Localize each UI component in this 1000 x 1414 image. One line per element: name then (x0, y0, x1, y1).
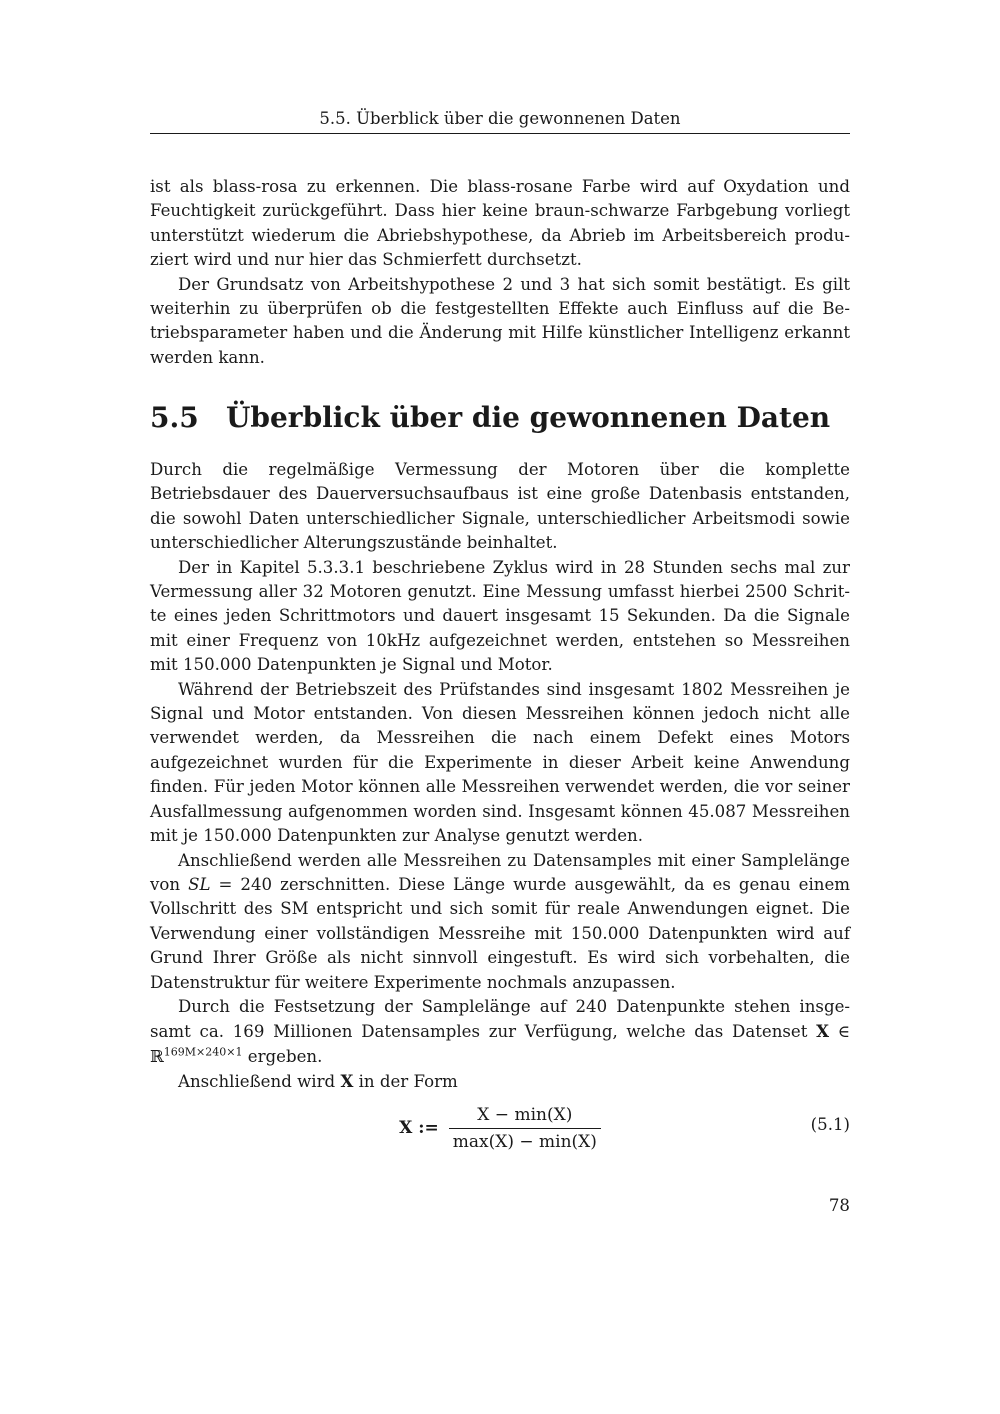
section-text-block (150, 458, 850, 1095)
text-run: Anschließend werden alle Messreihen zu Datensamples mit einer Samplelänge von (150, 850, 850, 894)
equation (150, 1098, 850, 1158)
section-heading (150, 396, 850, 440)
text-run: Durch die Festsetzung der Samplelänge auf 240 Datenpunkte stehen insgesamt ca. 169 Millionen Datensamples zur Verfügung, welche das Datenset (150, 996, 850, 1042)
paragraph: ist als blass-rosa zu erkennen. Die blass-rosane Farbe wird auf Oxydation und Feuchtigkeit zurückgeführt. Dass hier keine braun-schwarze Farbgebung vorliegt unterstützt wiederum die Abriebshypothese, da Abrieb im Arbeitsbereich produziert wird und nur hier das Schmierfett durchsetzt. (150, 177, 850, 270)
paragraph (150, 995, 850, 1069)
paragraph: Während der Betriebszeit des Prüfstandes sind insgesamt 1802 Messreihen je Signal und Motor entstanden. Von diesen Messreihen können jedoch nicht alle verwendet werden, da Messreihen die nach einem Defekt eines Motors aufgezeichnet wurden für die Experimente in dieser Arbeit keine Anwendung finden. Für jeden Motor können alle Messreihen verwendet werden, die vor seiner Ausfallmessung aufgenommen worden sind. Insgesamt können 45.087 Messreihen mit je 150.000 Datenpunkten zur Analyse genutzt werden. (150, 679, 850, 846)
fraction (449, 1105, 601, 1152)
paragraph: Der in Kapitel 5.3.3.1 beschriebene Zyklus wird in 28 Stunden sechs mal zur Vermessung aller 32 Motoren genutzt. Eine Messung umfasst hierbei 2500 Schritte eines jeden Schrittmotors und dauert insgesamt 15 Sekunden. Da die Signale mit einer Frequenz von 10kHz aufgezeichnet werden, entstehen so Messreihen mit 150.000 Datenpunkten je Signal und Motor. (150, 557, 850, 675)
top-text-block (150, 175, 850, 370)
header-rule (150, 133, 850, 134)
fraction-denominator: max(X) − min(X) (449, 1128, 601, 1152)
math-symbol: X (816, 1021, 829, 1042)
fraction-numerator: X − min(X) (477, 1104, 573, 1125)
math-variable: SL (188, 874, 211, 894)
text-run: ∈ ℝ (150, 1022, 850, 1066)
page-number: 78 (828, 1196, 850, 1215)
equation-body (150, 1098, 850, 1158)
section-number: 5.5 (150, 401, 199, 434)
text-run: in der Form (353, 1072, 458, 1092)
text-run: Anschließend wird (178, 1072, 341, 1092)
paragraph (150, 1069, 850, 1094)
superscript: 169M×240×1 (163, 1045, 243, 1059)
paragraph (150, 849, 850, 995)
section-title: Überblick über die gewonnenen Daten (226, 401, 831, 434)
math-symbol: X (340, 1071, 354, 1092)
text-run: = 240 zerschnitten. Diese Länge wurde ausgewählt, da es genau einem Vollschritt des SM entspricht und sich somit für reale Anwendungen eignet. Die Verwendung einer vollständigen Messreihe mit 150.000 Datenpunkten wird auf Grund Ihrer Größe als nicht sinnvoll eingestuft. Es wird sich vorbehalten, die Datenstruktur für weitere Experimente nochmals anzupassen. (150, 874, 850, 992)
paragraph: Durch die regelmäßige Vermessung der Motoren über die komplette Betriebsdauer des Dauerversuchsaufbaus ist eine große Datenbasis entstanden, die sowohl Daten unterschiedlicher Signale, unterschiedlicher Arbeitsmodi sowie unterschiedlicher Alterungszustände beinhaltet. (150, 460, 850, 553)
paragraph: Der Grundsatz von Arbeitshypothese 2 und 3 hat sich somit bestätigt. Es gilt weiterhin zu überprüfen ob die festgestellten Effekte auch Einfluss auf die Betriebsparameter haben und die Änderung mit Hilfe künstlicher Intelligenz erkannt werden kann. (150, 274, 850, 367)
equation-label: (5.1) (810, 1115, 850, 1134)
equation-lhs: X := (399, 1118, 439, 1138)
running-head: 5.5. Überblick über die gewonnenen Daten (319, 109, 681, 128)
text-run: ergeben. (242, 1046, 323, 1066)
